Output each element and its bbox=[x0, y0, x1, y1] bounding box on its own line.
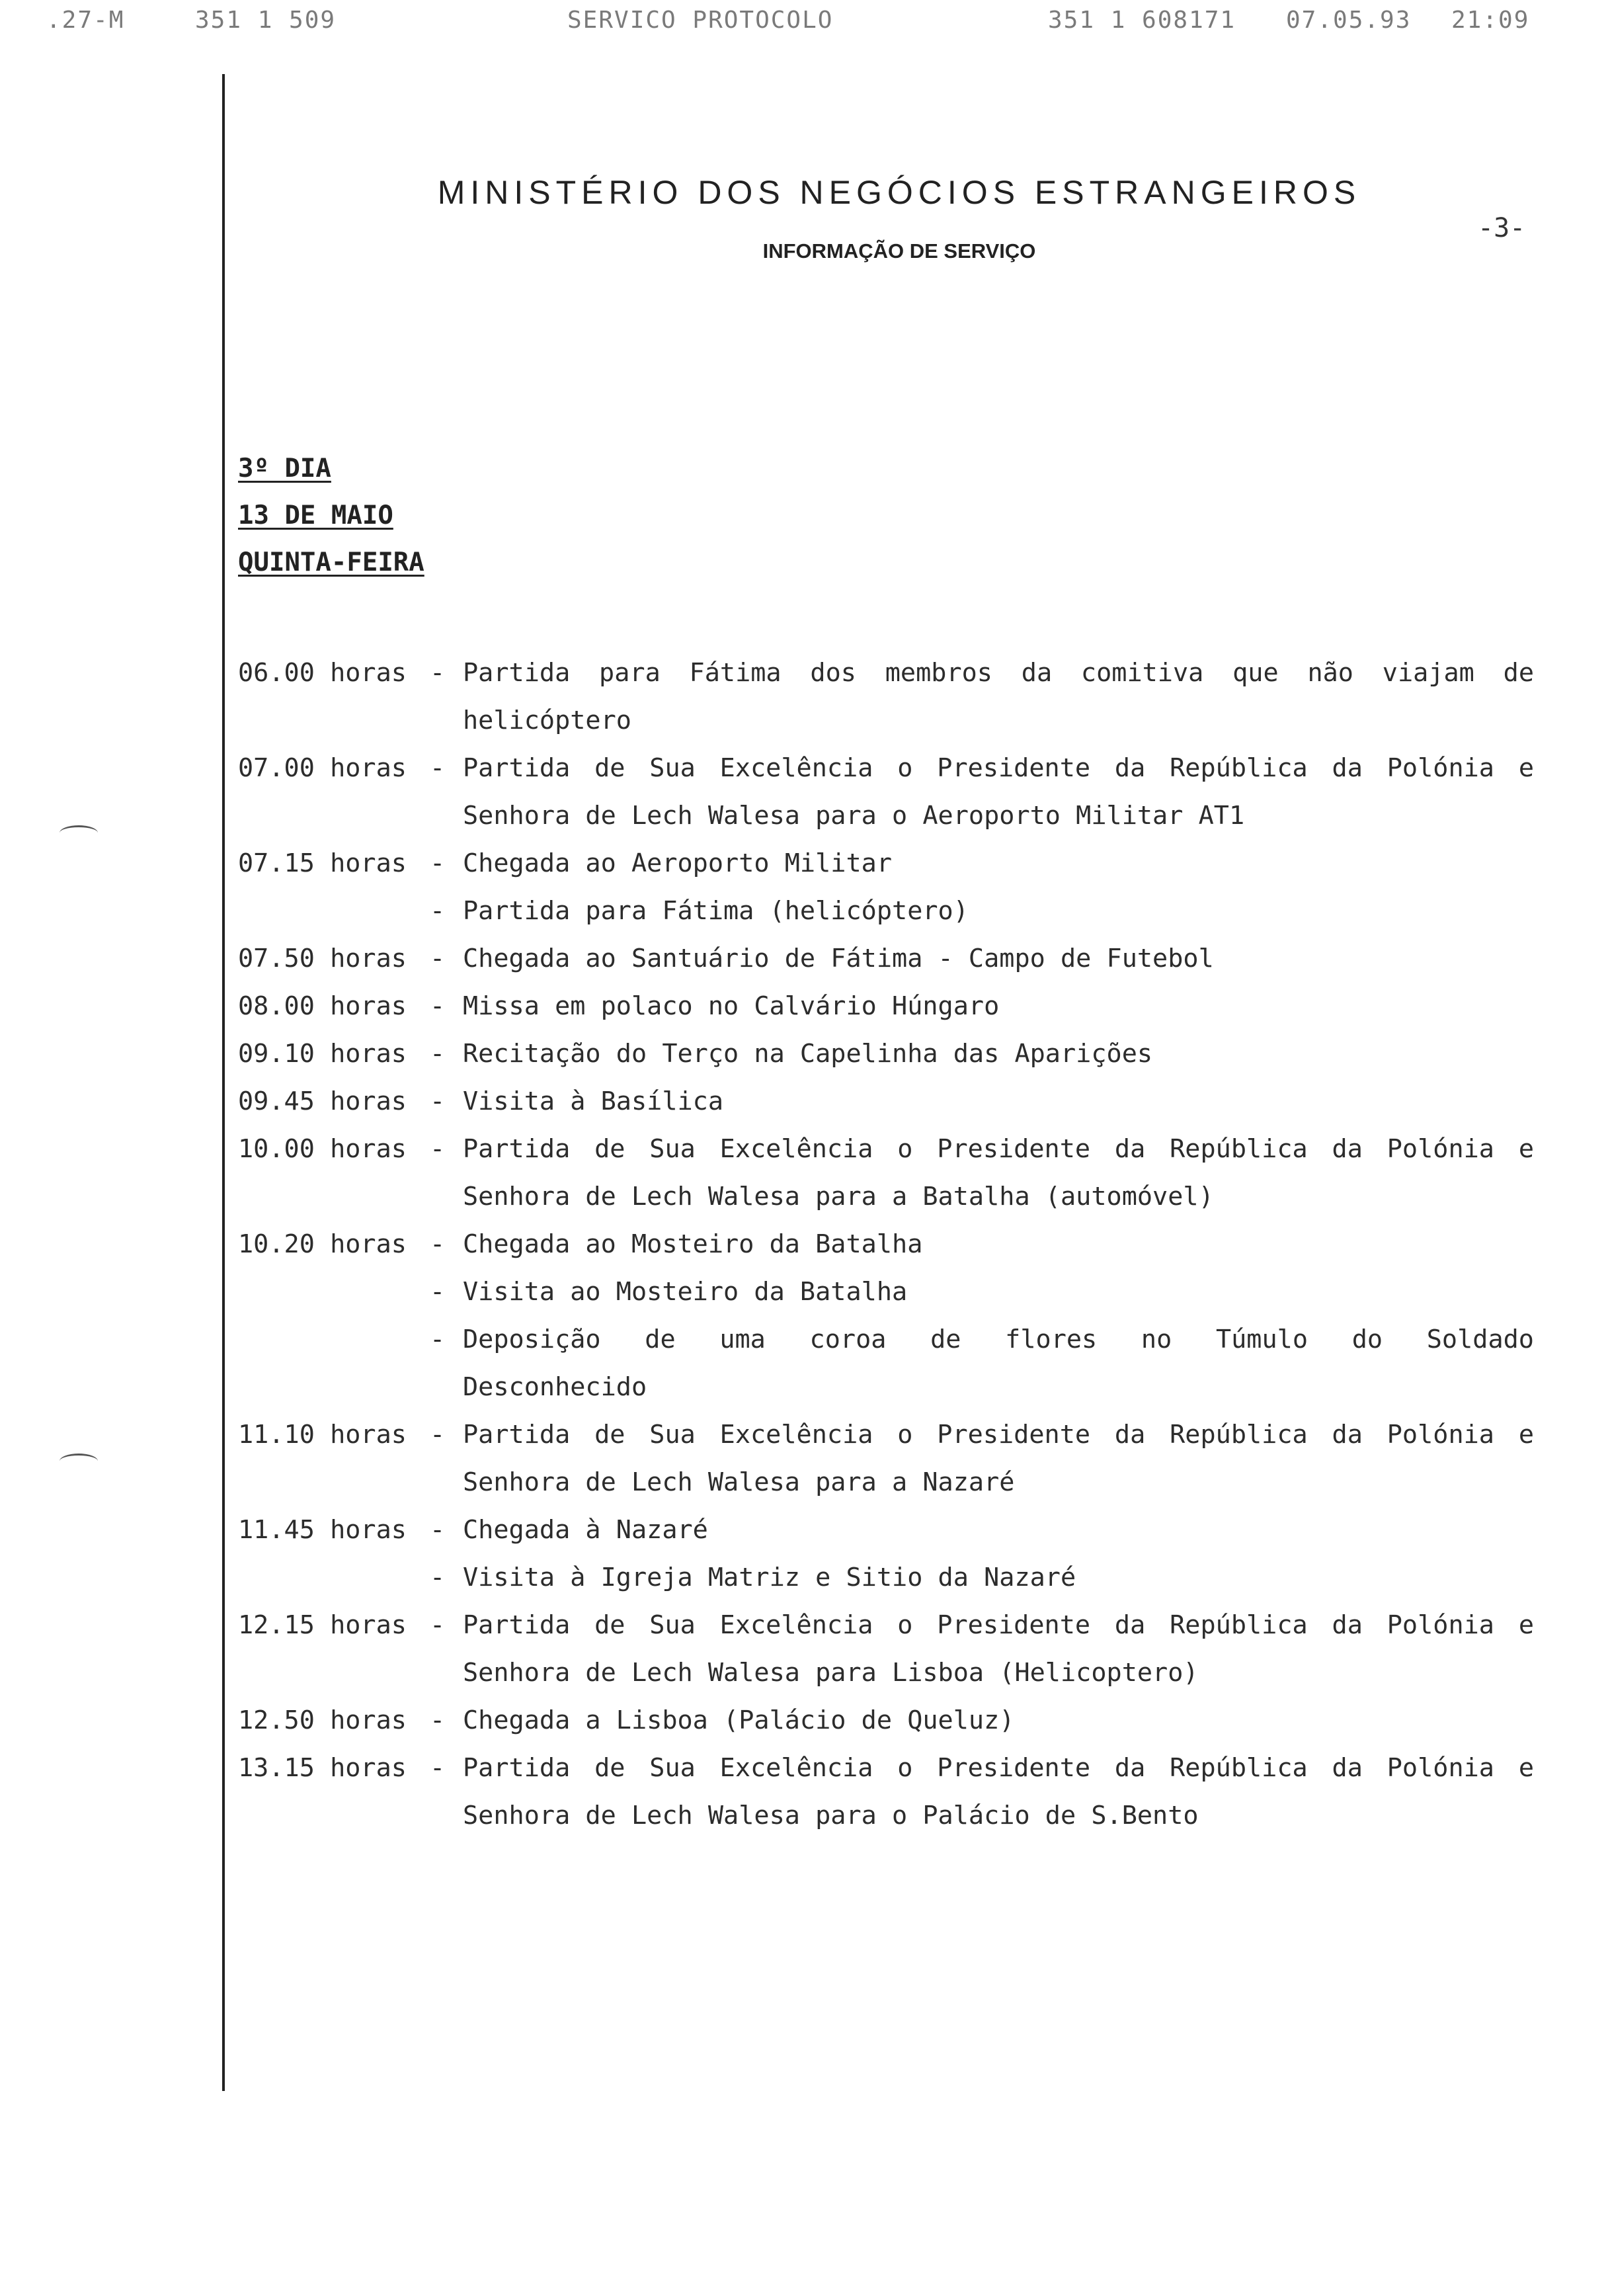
entry-dash: - bbox=[430, 1277, 461, 1307]
entry-line: Missa em polaco no Calvário Húngaro bbox=[463, 991, 1000, 1021]
schedule-entry bbox=[238, 1030, 1534, 1078]
schedule-entry bbox=[238, 1602, 1534, 1697]
entry-text bbox=[463, 887, 1534, 935]
entry-time bbox=[238, 1316, 430, 1411]
entry-time bbox=[238, 887, 430, 935]
entry-time: 11.45 horas bbox=[238, 1515, 407, 1545]
document-subtitle: INFORMAÇÃO DE SERVIÇO bbox=[762, 239, 1036, 263]
entry-text bbox=[463, 1126, 1534, 1221]
entry-line: Partida de Sua Excelência o Presidente da República da Polónia e bbox=[463, 1134, 1534, 1164]
entry-time: 09.45 horas bbox=[238, 1086, 407, 1116]
fax-transmission-header bbox=[0, 7, 1608, 46]
entry-time: 07.50 horas bbox=[238, 944, 407, 973]
entry-text bbox=[463, 1554, 1534, 1602]
entry-text bbox=[463, 1030, 1534, 1078]
entry-time: 10.20 horas bbox=[238, 1229, 407, 1259]
day-number-heading: 3º DIA bbox=[238, 454, 331, 483]
fax-number-sender: 351 1 509 bbox=[195, 7, 337, 34]
fax-sender-name: SERVICO PROTOCOLO bbox=[567, 7, 834, 34]
fax-code: .27-M bbox=[46, 7, 125, 34]
entry-line: Partida de Sua Excelência o Presidente da República da Polónia e bbox=[463, 1610, 1534, 1640]
page-number: -3- bbox=[1478, 213, 1526, 243]
entry-text bbox=[463, 1221, 1534, 1268]
entry-text bbox=[463, 1078, 1534, 1126]
day-weekday-heading: QUINTA-FEIRA bbox=[238, 548, 424, 577]
entry-time: 12.50 horas bbox=[238, 1705, 407, 1735]
entry-dash: - bbox=[430, 1753, 461, 1783]
schedule-entry bbox=[238, 1221, 1534, 1268]
entry-dash: - bbox=[430, 1134, 461, 1164]
ministry-title: MINISTÉRIO DOS NEGÓCIOS ESTRANGEIROS bbox=[437, 174, 1361, 211]
entry-dash: - bbox=[430, 753, 461, 783]
schedule-entry bbox=[238, 935, 1534, 983]
entry-text bbox=[463, 1602, 1534, 1697]
entry-line: Chegada a Lisboa (Palácio de Queluz) bbox=[463, 1705, 1015, 1735]
fax-number-recipient: 351 1 608171 bbox=[1048, 7, 1236, 34]
entry-text bbox=[463, 1268, 1534, 1316]
punch-hole-mark bbox=[60, 825, 98, 840]
schedule-entry bbox=[238, 887, 1534, 935]
entry-text bbox=[463, 935, 1534, 983]
schedule-entry bbox=[238, 1126, 1534, 1221]
schedule-list bbox=[238, 649, 1534, 1840]
entry-line: Senhora de Lech Walesa para Lisboa (Helicoptero) bbox=[463, 1658, 1199, 1688]
entry-time bbox=[238, 1268, 430, 1316]
schedule-entry bbox=[238, 1506, 1534, 1554]
schedule-entry bbox=[238, 1554, 1534, 1602]
entry-time bbox=[238, 1554, 430, 1602]
entry-dash: - bbox=[430, 658, 461, 688]
entry-dash: - bbox=[430, 1229, 461, 1259]
entry-dash: - bbox=[430, 1563, 461, 1592]
entry-dash: - bbox=[430, 944, 461, 973]
entry-line: Senhora de Lech Walesa para a Batalha (automóvel) bbox=[463, 1182, 1214, 1211]
fax-date: 07.05.93 bbox=[1286, 7, 1412, 34]
entry-line: Partida para Fátima (helicóptero) bbox=[463, 896, 969, 926]
entry-line: Senhora de Lech Walesa para o Palácio de S.Bento bbox=[463, 1801, 1199, 1830]
schedule-entry bbox=[238, 1078, 1534, 1126]
entry-line: Senhora de Lech Walesa para a Nazaré bbox=[463, 1467, 1015, 1497]
entry-time: 07.15 horas bbox=[238, 848, 407, 878]
schedule-entry bbox=[238, 1411, 1534, 1506]
entry-dash: - bbox=[430, 1515, 461, 1545]
entry-line: Chegada à Nazaré bbox=[463, 1515, 708, 1545]
entry-dash: - bbox=[430, 1039, 461, 1069]
entry-time: 13.15 horas bbox=[238, 1753, 407, 1783]
schedule-entry bbox=[238, 840, 1534, 887]
entry-dash: - bbox=[430, 1610, 461, 1640]
entry-line: Senhora de Lech Walesa para o Aeroporto Militar AT1 bbox=[463, 801, 1245, 831]
entry-dash: - bbox=[430, 1086, 461, 1116]
entry-text bbox=[463, 1411, 1534, 1506]
schedule-entry bbox=[238, 1316, 1534, 1411]
entry-line: Partida para Fátima dos membros da comitiva que não viajam de bbox=[463, 658, 1534, 688]
entry-dash: - bbox=[430, 848, 461, 878]
entry-line: Partida de Sua Excelência o Presidente da República da Polónia e bbox=[463, 1420, 1534, 1450]
punch-hole-mark bbox=[60, 1454, 98, 1469]
fax-time: 21:09 bbox=[1451, 7, 1530, 34]
entry-time: 10.00 horas bbox=[238, 1134, 407, 1164]
entry-text bbox=[463, 745, 1534, 840]
entry-time: 06.00 horas bbox=[238, 658, 407, 688]
entry-line: helicóptero bbox=[463, 706, 631, 735]
entry-line: Chegada ao Mosteiro da Batalha bbox=[463, 1229, 923, 1259]
entry-time: 12.15 horas bbox=[238, 1610, 407, 1640]
schedule-entry bbox=[238, 1744, 1534, 1840]
entry-line: Deposição de uma coroa de flores no Túmulo do Soldado bbox=[463, 1325, 1534, 1354]
entry-line: Desconhecido bbox=[463, 1372, 647, 1402]
entry-text bbox=[463, 649, 1534, 745]
entry-text bbox=[463, 840, 1534, 887]
entry-dash: - bbox=[430, 896, 461, 926]
entry-time: 08.00 horas bbox=[238, 991, 407, 1021]
schedule-entry bbox=[238, 649, 1534, 745]
entry-text bbox=[463, 983, 1534, 1030]
day-date-heading: 13 DE MAIO bbox=[238, 501, 393, 530]
entry-dash: - bbox=[430, 1325, 461, 1354]
entry-line: Visita à Igreja Matriz e Sitio da Nazaré bbox=[463, 1563, 1076, 1592]
entry-text bbox=[463, 1316, 1534, 1411]
schedule-entry bbox=[238, 983, 1534, 1030]
entry-line: Partida de Sua Excelência o Presidente da República da Polónia e bbox=[463, 1753, 1534, 1783]
entry-text bbox=[463, 1506, 1534, 1554]
entry-dash: - bbox=[430, 1420, 461, 1450]
entry-line: Partida de Sua Excelência o Presidente da República da Polónia e bbox=[463, 753, 1534, 783]
entry-time: 11.10 horas bbox=[238, 1420, 407, 1450]
schedule-entry bbox=[238, 1697, 1534, 1744]
schedule-entry bbox=[238, 745, 1534, 840]
entry-time: 07.00 horas bbox=[238, 753, 407, 783]
entry-dash: - bbox=[430, 1705, 461, 1735]
entry-line: Visita ao Mosteiro da Batalha bbox=[463, 1277, 908, 1307]
entry-line: Visita à Basílica bbox=[463, 1086, 724, 1116]
schedule-entry bbox=[238, 1268, 1534, 1316]
entry-text bbox=[463, 1744, 1534, 1840]
entry-line: Chegada ao Aeroporto Militar bbox=[463, 848, 893, 878]
entry-line: Recitação do Terço na Capelinha das Aparições bbox=[463, 1039, 1153, 1069]
entry-dash: - bbox=[430, 991, 461, 1021]
entry-text bbox=[463, 1697, 1534, 1744]
entry-time: 09.10 horas bbox=[238, 1039, 407, 1069]
entry-line: Chegada ao Santuário de Fátima - Campo de Futebol bbox=[463, 944, 1214, 973]
margin-rule bbox=[222, 74, 225, 2091]
